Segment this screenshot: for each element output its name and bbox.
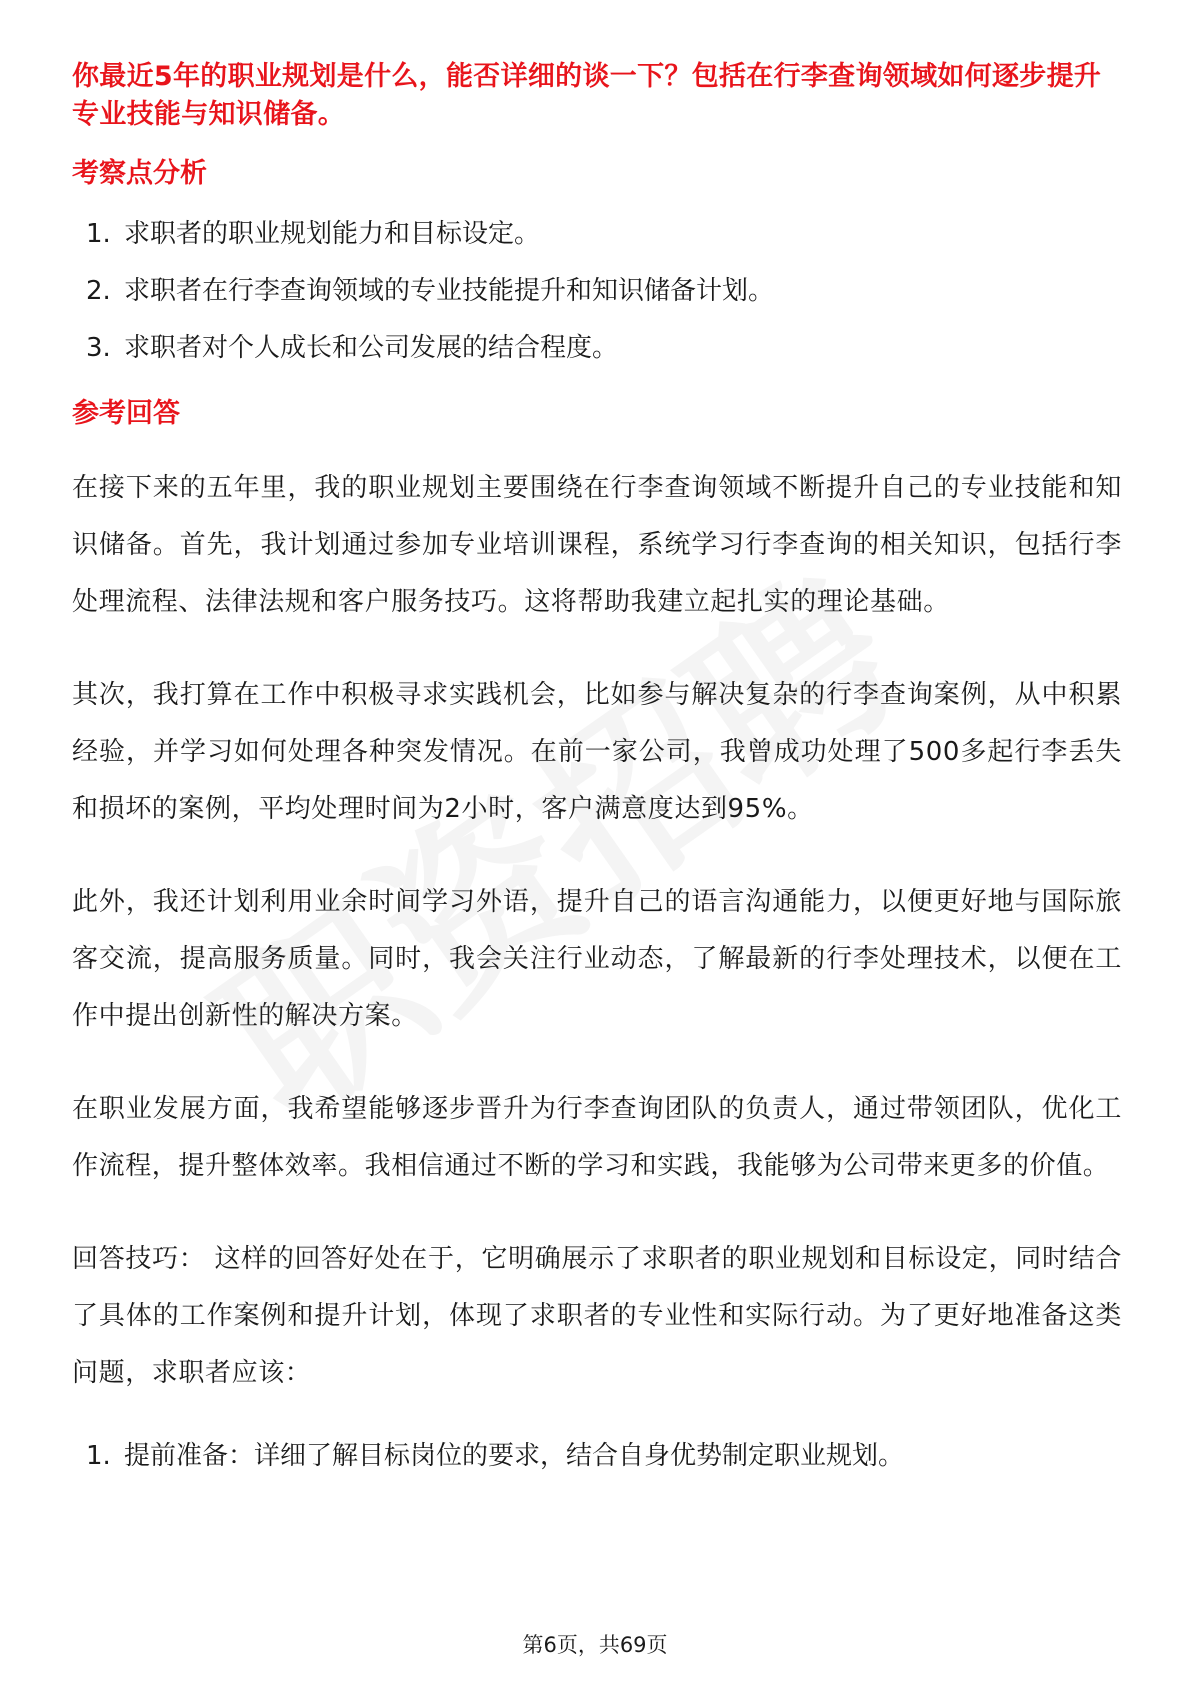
list-text: 求职者对个人成长和公司发展的结合程度。 xyxy=(124,333,619,363)
answer-body xyxy=(72,460,1122,1474)
answer-title: 参考回答 xyxy=(72,398,180,429)
analysis-list xyxy=(72,216,1122,366)
analysis-title: 考察点分析 xyxy=(72,158,207,189)
list-number: 3. xyxy=(86,333,111,363)
tips-list xyxy=(72,1438,1122,1474)
list-text: 求职者在行李查询领域的专业技能提升和知识储备计划。 xyxy=(124,276,775,306)
list-number: 1. xyxy=(86,219,111,249)
answer-paragraph: 此外，我还计划利用业余时间学习外语，提升自己的语言沟通能力，以便更好地与国际旅客交流，提高服务质量。同时，我会关注行业动态，了解最新的行李处理技术，以便在工作中提出创新性的解决方案。 xyxy=(72,887,1122,1031)
document-page xyxy=(72,58,1122,1474)
answer-paragraph: 在职业发展方面，我希望能够逐步晋升为行李查询团队的负责人，通过带领团队，优化工作流程，提升整体效率。我相信通过不断的学习和实践，我能够为公司带来更多的价值。 xyxy=(72,1094,1122,1181)
list-text: 提前准备：详细了解目标岗位的要求，结合自身优势制定职业规划。 xyxy=(124,1441,905,1471)
list-item xyxy=(72,330,1122,366)
list-number: 1. xyxy=(86,1441,111,1471)
question-heading: 你最近5年的职业规划是什么，能否详细的谈一下？包括在行李查询领域如何逐步提升专业技能与知识储备。 xyxy=(72,61,1102,130)
list-item xyxy=(72,1438,1122,1474)
answer-paragraph: 在接下来的五年里，我的职业规划主要围绕在行李查询领域不断提升自己的专业技能和知识储备。首先，我计划通过参加专业培训课程，系统学习行李查询的相关知识，包括行李处理流程、法律法规和客户服务技巧。这将帮助我建立起扎实的理论基础。 xyxy=(72,473,1122,617)
list-item xyxy=(72,216,1122,252)
page-footer: 第6页，共69页 xyxy=(522,1633,668,1657)
list-number: 2. xyxy=(86,276,111,306)
answer-paragraph: 其次，我打算在工作中积极寻求实践机会，比如参与解决复杂的行李查询案例，从中积累经验，并学习如何处理各种突发情况。在前一家公司，我曾成功处理了500多起行李丢失和损坏的案例，平均处理时间为2小时，客户满意度达到95%。 xyxy=(72,680,1122,824)
list-item xyxy=(72,273,1122,309)
list-text: 求职者的职业规划能力和目标设定。 xyxy=(124,219,541,249)
answer-tips-paragraph: 回答技巧： 这样的回答好处在于，它明确展示了求职者的职业规划和目标设定，同时结合了具体的工作案例和提升计划，体现了求职者的专业性和实际行动。为了更好地准备这类问题，求职者应该： xyxy=(72,1244,1122,1388)
